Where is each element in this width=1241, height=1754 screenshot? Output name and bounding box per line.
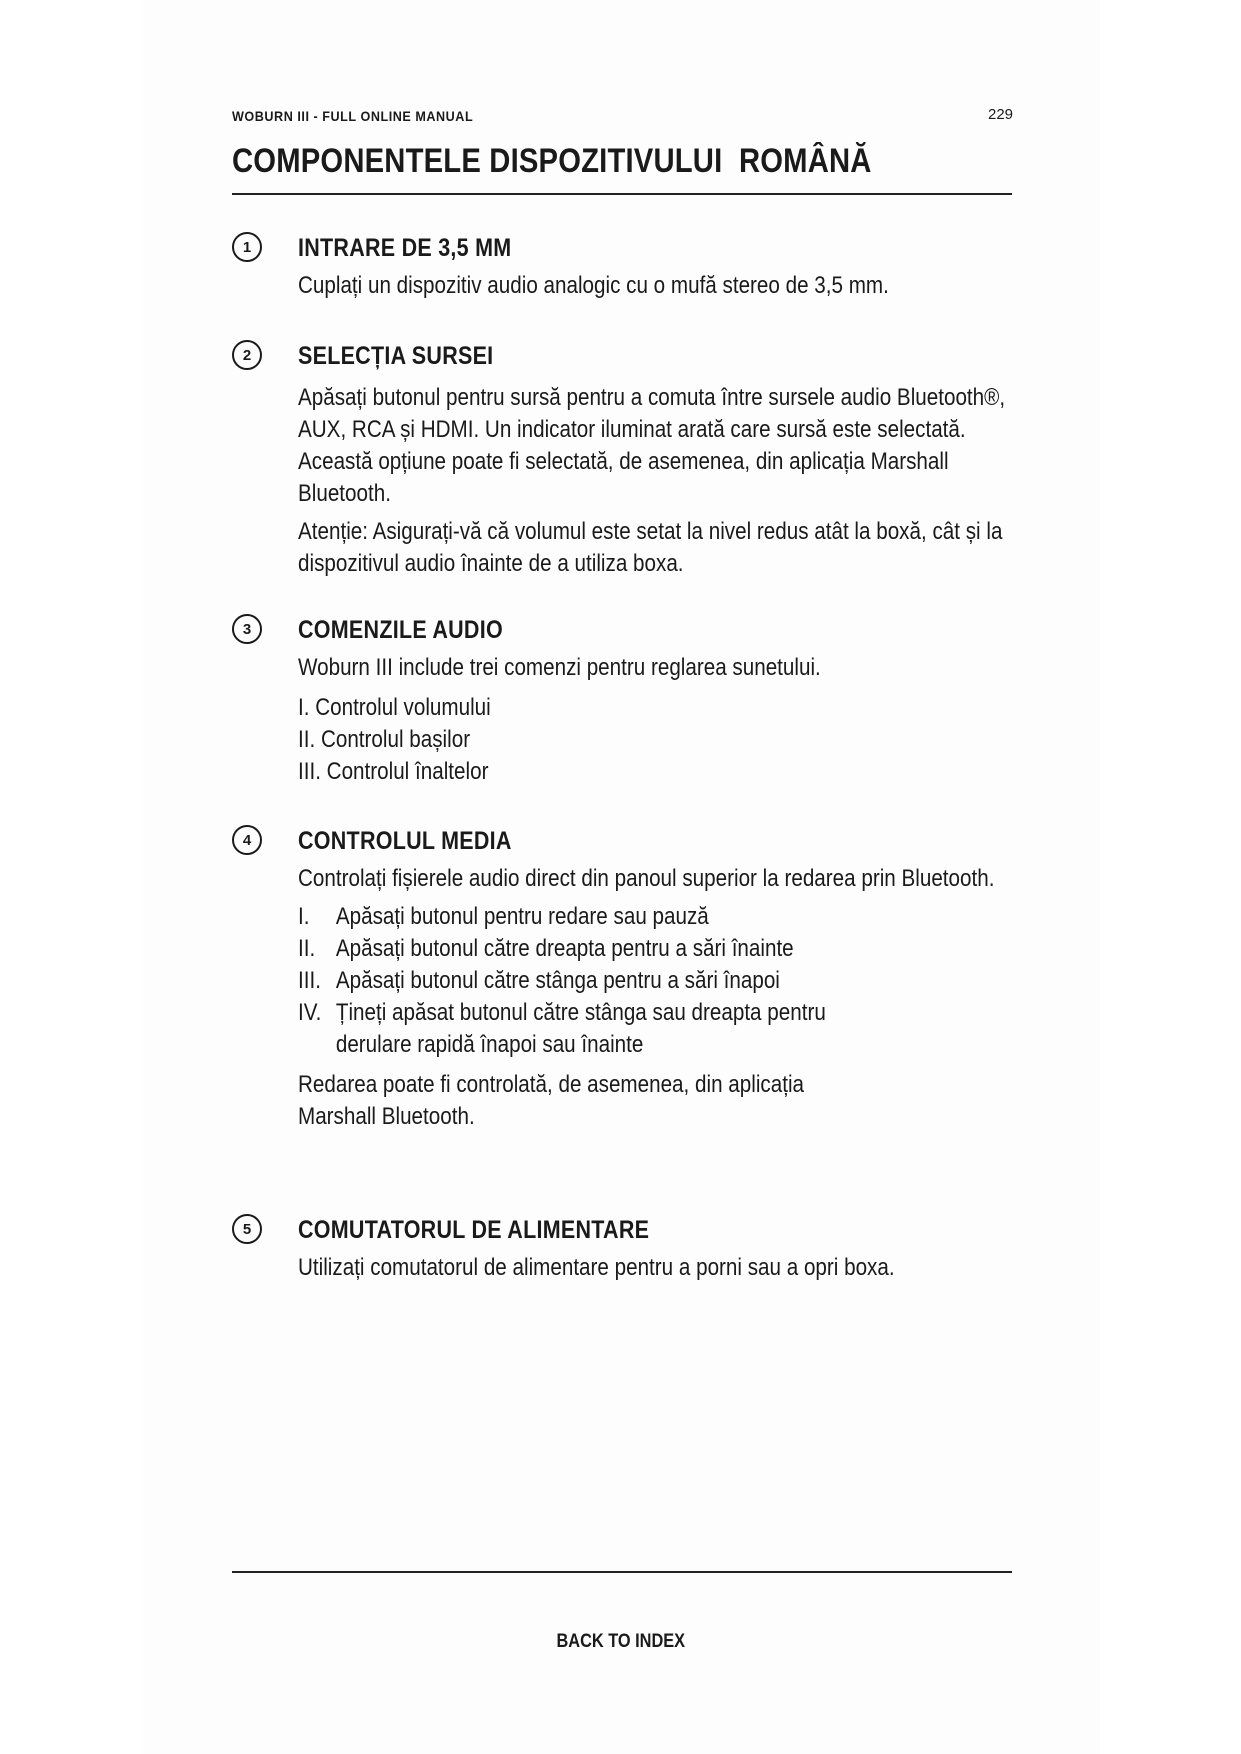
section-number-badge: 1 — [232, 232, 262, 262]
page-number: 229 — [988, 106, 1014, 123]
list-item: II. Controlul bașilor — [298, 726, 471, 753]
page-title: COMPONENTELE DISPOZITIVULUI ROMÂNĂ — [232, 142, 872, 180]
section-paragraph: Redarea poate fi controlată, de asemenea, din aplicația Marshall Bluetooth. — [298, 1071, 805, 1130]
section-paragraph: Apăsați butonul pentru sursă pentru a comuta între sursele audio Bluetooth®, AUX, RCA și HDMI. Un indicator iluminat arată care sursă este selectată. Această opțiune poate fi selectată, de asemenea, din aplicația Marshall Bluetooth. — [298, 384, 1006, 507]
list-item-number: IV. — [298, 999, 322, 1026]
list-item-text: Apăsați butonul pentru redare sau pauză — [335, 903, 709, 930]
section-number-badge: 4 — [232, 825, 262, 855]
list-item-text: Apăsați butonul către stânga pentru a sări înapoi — [335, 967, 780, 994]
list-item — [298, 901, 1017, 933]
section-number-badge: 2 — [232, 340, 262, 370]
list-item — [298, 933, 1017, 965]
back-to-index-link[interactable]: BACK TO INDEX — [556, 1631, 685, 1652]
list-item-number: II. — [298, 935, 316, 962]
section-paragraph: Utilizați comutatorul de alimentare pentru a porni sau a opri boxa. — [298, 1254, 895, 1281]
media-controls-list — [298, 901, 1017, 1061]
list-item: III. Controlul înaltelor — [298, 758, 489, 785]
back-to-index-footer — [0, 1631, 1241, 1653]
list-item-text: Apăsați butonul către dreapta pentru a sări înainte — [335, 935, 794, 962]
list-item — [298, 965, 1017, 997]
list-item-number: III. — [298, 967, 321, 994]
section-heading: INTRARE DE 3,5 MM — [298, 234, 512, 262]
list-item — [298, 997, 1017, 1061]
audio-controls-list — [298, 692, 1017, 788]
list-item-number: I. — [298, 903, 310, 930]
footer-divider — [232, 1571, 1012, 1573]
section-paragraph: Controlați fișierele audio direct din panoul superior la redarea prin Bluetooth. — [298, 865, 995, 892]
section-heading: COMENZILE AUDIO — [298, 616, 503, 644]
section-heading: COMUTATORUL DE ALIMENTARE — [298, 1216, 650, 1244]
list-item-text: Țineți apăsat butonul către stânga sau dreapta pentru derulare rapidă înapoi sau înainte — [335, 999, 826, 1058]
list-item: I. Controlul volumului — [298, 694, 491, 721]
section-number-badge: 3 — [232, 614, 262, 644]
section-paragraph: Woburn III include trei comenzi pentru reglarea sunetului. — [298, 654, 821, 681]
section-note: Atenție: Asigurați-vă că volumul este setat la nivel redus atât la boxă, cât și la dispozitivul audio înainte de a utiliza boxa. — [298, 518, 1003, 577]
title-divider — [232, 193, 1012, 195]
section-heading: SELECȚIA SURSEI — [298, 342, 494, 370]
running-header: WOBURN III - FULL ONLINE MANUAL — [232, 108, 474, 124]
section-number-badge: 5 — [232, 1214, 262, 1244]
section-paragraph: Cuplați un dispozitiv audio analogic cu o mufă stereo de 3,5 mm. — [298, 272, 889, 299]
section-heading: CONTROLUL MEDIA — [298, 827, 512, 855]
